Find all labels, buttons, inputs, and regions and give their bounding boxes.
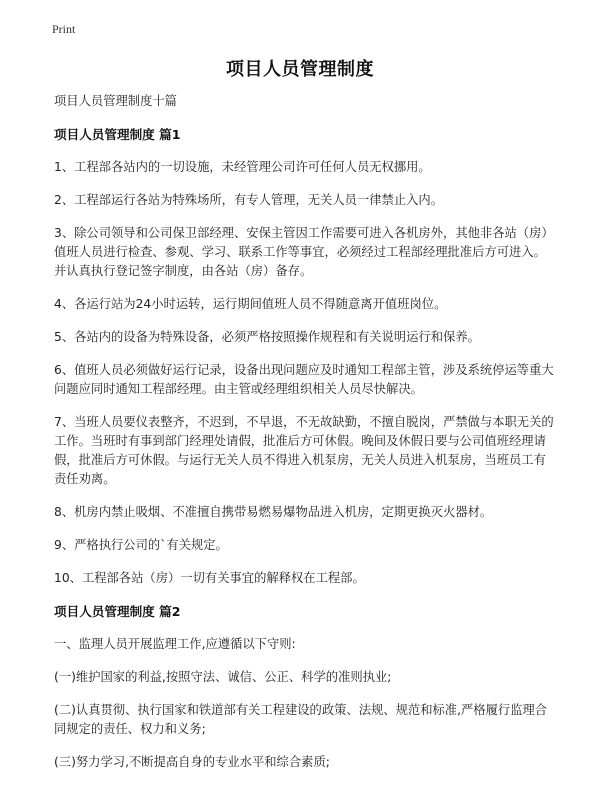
paragraph: 2、工程部运行各站为特殊场所，有专人管理，无关人员一律禁止入内。 [54,193,444,207]
page-title: 项目人员管理制度 [226,59,374,80]
paragraph: (二)认真贯彻、执行国家和铁道部有关工程建设的政策、法规、规范和标准,严格履行监理合同规定的责任、权力和义务; [54,703,548,736]
paragraph: 7、当班人员要仪表整齐，不迟到，不早退，不无故缺勤，不擅自脱岗，严禁做与本职无关的工作。当班时有事到部门经理处请假，批准后方可休假。晚间及休假日要与公司值班经理请假，批准后方可休假。与运行无关人员不得进入机泵房，无关人员进入机泵房，当班员工有责任劝离。 [54,415,554,486]
document-subtitle: 项目人员管理制度十篇 [54,94,177,108]
paragraph: 1、工程部各站内的一切设施，未经管理公司许可任何人员无权挪用。 [54,160,431,174]
paragraph: 6、值班人员必须做好运行记录，设备出现问题应及时通知工程部主管，涉及系统停运等重大问题应同时通知工程部经理。由主管或经理组织相关人员尽快解决。 [54,363,554,396]
paragraph: 4、各运行站为24小时运转，运行期间值班人员不得随意离开值班岗位。 [54,297,447,311]
paragraph: 5、各站内的设备为特殊设备，必须严格按照操作规程和有关说明运行和保养。 [54,330,480,344]
paragraph: 一、监理人员开展监理工作,应遵循以下守则: [54,637,296,651]
print-link[interactable]: Print [52,22,76,36]
section-2 [54,602,554,772]
paragraph: 9、严格执行公司的`有关规定。 [54,538,228,552]
section-1 [54,125,554,588]
paragraph: (三)努力学习,不断提高自身的专业水平和综合素质; [54,755,330,769]
document-body [54,92,554,786]
paragraph: 8、机房内禁止吸烟、不准擅自携带易燃易爆物品进入机房，定期更换灭火器材。 [54,505,493,519]
paragraph: 10、工程部各站（房）一切有关事宜的解释权在工程部。 [54,571,365,585]
section-heading: 项目人员管理制度 篇2 [54,604,181,619]
section-heading: 项目人员管理制度 篇1 [54,127,181,142]
paragraph: (一)维护国家的利益,按照守法、诚信、公正、科学的准则执业; [54,670,392,684]
paragraph: 3、除公司领导和公司保卫部经理、安保主管因工作需要可进入各机房外，其他非各站（房）值班人员进行检查、参观、学习、联系工作等事宜，必须经过工程部经理批准后方可进入。并认真执行登记签字制度，由各站（房）备存。 [54,226,554,278]
